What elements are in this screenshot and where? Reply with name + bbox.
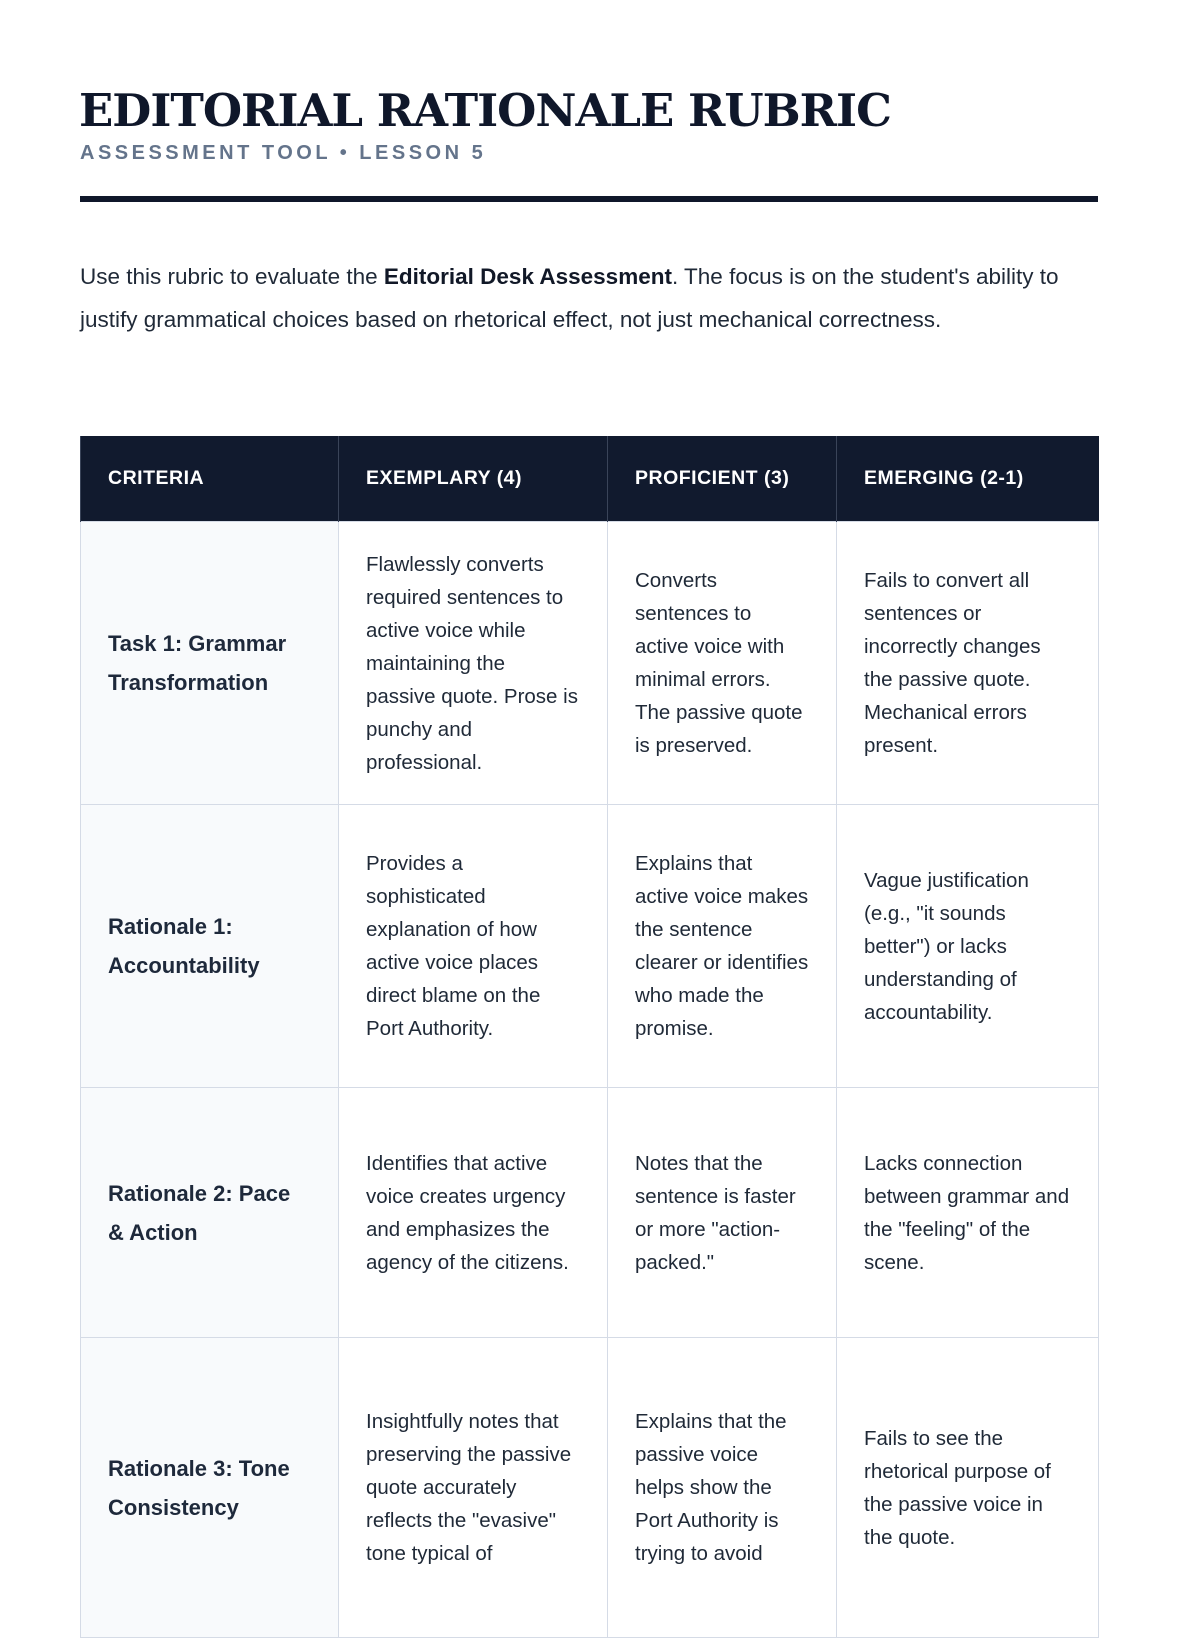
criteria-cell: Rationale 1: Accountability xyxy=(81,805,339,1088)
page-subtitle: ASSESSMENT TOOL • LESSON 5 xyxy=(80,142,487,164)
intro-text-end: . The focus is on the student's ability to justify grammatical choices based on rhetorical effect, not just mechanical correctness. xyxy=(80,264,1059,332)
proficient-cell: Explains that the passive voice helps show the Port Authority is trying to avoid xyxy=(608,1338,837,1638)
header-criteria: CRITERIA xyxy=(81,436,339,522)
criteria-cell: Rationale 2: Pace & Action xyxy=(81,1088,339,1338)
exemplary-cell: Identifies that active voice creates urgency and emphasizes the agency of the citizens. xyxy=(339,1088,608,1338)
header-emerging: EMERGING (2-1) xyxy=(837,436,1099,522)
emerging-cell: Fails to see the rhetorical purpose of the passive voice in the quote. xyxy=(837,1338,1099,1638)
intro-text: Use this rubric to evaluate the xyxy=(80,264,384,289)
table-row xyxy=(81,1088,1099,1338)
exemplary-cell: Provides a sophisticated explanation of how active voice places direct blame on the Port Authority. xyxy=(339,805,608,1088)
criteria-cell: Task 1: Grammar Transformation xyxy=(81,522,339,805)
exemplary-cell: Flawlessly converts required sentences to active voice while maintaining the passive quote. Prose is punchy and professional. xyxy=(339,522,608,805)
proficient-cell: Explains that active voice makes the sentence clearer or identifies who made the promise. xyxy=(608,805,837,1088)
intro-paragraph xyxy=(80,256,1090,341)
exemplary-cell: Insightfully notes that preserving the passive quote accurately reflects the "evasive" tone typical of xyxy=(339,1338,608,1638)
emerging-cell: Lacks connection between grammar and the "feeling" of the scene. xyxy=(837,1088,1099,1338)
table-row xyxy=(81,805,1099,1088)
emerging-cell: Vague justification (e.g., "it sounds better") or lacks understanding of accountability. xyxy=(837,805,1099,1088)
rubric-table xyxy=(80,436,1099,1638)
header-proficient: PROFICIENT (3) xyxy=(608,436,837,522)
proficient-cell: Notes that the sentence is faster or more "action-packed." xyxy=(608,1088,837,1338)
emerging-cell: Fails to convert all sentences or incorrectly changes the passive quote. Mechanical errors present. xyxy=(837,522,1099,805)
header-exemplary: EXEMPLARY (4) xyxy=(339,436,608,522)
table-row xyxy=(81,1338,1099,1638)
criteria-cell: Rationale 3: Tone Consistency xyxy=(81,1338,339,1638)
page-title: EDITORIAL RATIONALE RUBRIC xyxy=(79,84,891,137)
header-divider xyxy=(80,196,1098,202)
table-header-row xyxy=(81,436,1099,522)
proficient-cell: Converts sentences to active voice with minimal errors. The passive quote is preserved. xyxy=(608,522,837,805)
intro-emphasis: Editorial Desk Assessment xyxy=(383,264,672,289)
table-row xyxy=(81,522,1099,805)
